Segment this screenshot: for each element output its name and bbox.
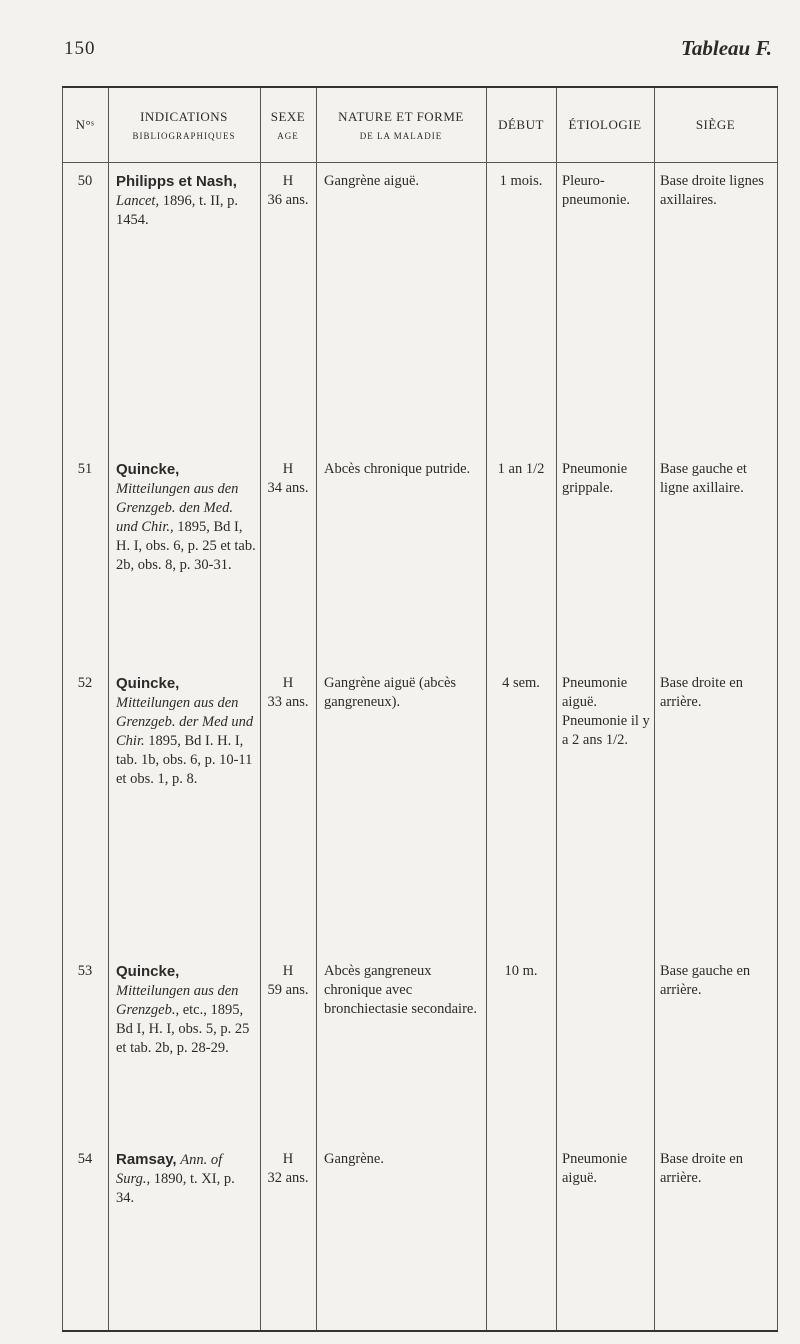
sex: H <box>282 675 294 691</box>
row-sex-age <box>260 1150 316 1188</box>
header-etiologie <box>556 88 654 162</box>
sex: H <box>282 461 294 477</box>
row-indications <box>116 674 256 789</box>
journal: Mitteilungen aus den Grenzgeb. den Med. und Chir., <box>116 481 239 535</box>
row-etiologie: Pneumonie aiguë. <box>562 1151 628 1186</box>
bottom-rule <box>62 1330 778 1332</box>
header-no <box>62 88 108 162</box>
header-siege <box>654 88 777 162</box>
row-nature: Abcès chronique putride. <box>324 461 471 477</box>
journal: Mitteilungen aus den Grenzgeb., <box>116 983 239 1018</box>
header-nature-label: NATURE ET FORME <box>338 109 464 124</box>
page-title: Tableau F. <box>680 36 772 60</box>
column-divider <box>654 88 655 1330</box>
sex: H <box>282 173 294 189</box>
row-number: 53 <box>77 963 93 979</box>
row-sex-age <box>260 172 316 210</box>
journal: Lancet, <box>116 193 160 209</box>
row-siege: Base droite en arrière. <box>660 1151 743 1186</box>
row-sex-age <box>260 674 316 712</box>
row-siege: Base gauche et ligne axillaire. <box>660 461 747 496</box>
row-siege: Base gauche en arrière. <box>660 963 751 998</box>
reference: 1890, t. XI, p. 34. <box>116 1171 235 1206</box>
header-sexe <box>260 88 316 162</box>
age: 59 ans. <box>267 982 309 998</box>
journal: Ann. of Surg., <box>116 1152 223 1187</box>
sex: H <box>282 963 294 979</box>
header-sexe-sublabel: AGE <box>277 131 299 141</box>
row-etiologie: Pneumonie aiguë. Pneumonie il y a 2 ans 1/2. <box>562 675 650 748</box>
reference: etc., 1895, Bd I, H. I, obs. 5, p. 25 et tab. 2b, p. 28-29. <box>116 1002 250 1056</box>
header-sexe-label: SEXE <box>270 109 306 124</box>
reference: 1895, Bd I. H. I, tab. 1b, obs. 6, p. 10-11 et obs. 1, p. 8. <box>116 733 253 787</box>
header-nature <box>316 88 486 162</box>
table-border-right <box>777 88 778 1330</box>
author: Quincke, <box>116 675 180 692</box>
reference: 1895, Bd I, H. I, obs. 6, p. 25 et tab. 2b, obs. 8, p. 30-31. <box>116 519 256 573</box>
author: Ramsay, <box>116 1151 177 1168</box>
row-indications <box>116 962 256 1058</box>
row-debut: 10 m. <box>504 963 538 979</box>
row-nature: Gangrène aiguë. <box>324 173 420 189</box>
row-number: 50 <box>77 173 93 189</box>
row-number: 54 <box>77 1151 93 1167</box>
age: 34 ans. <box>267 480 309 496</box>
reference: 1896, t. II, p. 1454. <box>116 193 239 228</box>
author: Quincke, <box>116 461 180 478</box>
row-nature: Abcès gangreneux chronique avec bronchiectasie secondaire. <box>324 963 477 1017</box>
column-divider <box>556 88 557 1330</box>
author: Quincke, <box>116 963 180 980</box>
header-siege-label: SIÈGE <box>695 117 736 132</box>
age: 36 ans. <box>267 192 309 208</box>
header-indications-label: INDICATIONS <box>140 109 228 124</box>
row-number: 52 <box>77 675 93 691</box>
column-divider <box>486 88 487 1330</box>
row-sex-age <box>260 460 316 498</box>
row-etiologie: Pneumonie grippale. <box>562 461 628 496</box>
header-no-label: N°ˢ <box>75 117 95 132</box>
row-debut: 1 an 1/2 <box>497 461 545 477</box>
header-etiologie-label: ÉTIOLOGIE <box>568 117 642 132</box>
header-debut <box>486 88 556 162</box>
row-indications <box>116 460 256 575</box>
row-nature: Gangrène aiguë (abcès gangreneux). <box>324 675 457 710</box>
header-separator <box>62 162 778 163</box>
row-etiologie: Pleuro-pneumonie. <box>562 173 631 208</box>
table-border-left <box>62 88 63 1330</box>
header-indications-sublabel: BIBLIOGRAPHIQUES <box>132 131 236 141</box>
author: Philipps et Nash, <box>116 173 237 190</box>
data-table <box>62 88 778 1330</box>
column-divider <box>316 88 317 1330</box>
row-number: 51 <box>77 461 93 477</box>
row-debut: 4 sem. <box>502 675 540 691</box>
header-debut-label: DÉBUT <box>498 117 544 132</box>
column-divider <box>108 88 109 1330</box>
header-nature-sublabel: DE LA MALADIE <box>359 131 443 141</box>
row-indications <box>116 172 256 230</box>
row-nature: Gangrène. <box>324 1151 384 1167</box>
sex: H <box>282 1151 294 1167</box>
row-siege: Base droite lignes axillaires. <box>660 173 764 208</box>
page-number: 150 <box>64 38 96 59</box>
age: 33 ans. <box>267 694 309 710</box>
row-debut: 1 mois. <box>499 173 543 189</box>
row-siege: Base droite en arrière. <box>660 675 743 710</box>
row-indications <box>116 1150 256 1208</box>
journal: Mitteilungen aus den Grenzgeb. der Med und Chir. <box>116 695 254 749</box>
header-indications <box>108 88 260 162</box>
row-sex-age <box>260 962 316 1000</box>
age: 32 ans. <box>267 1170 309 1186</box>
